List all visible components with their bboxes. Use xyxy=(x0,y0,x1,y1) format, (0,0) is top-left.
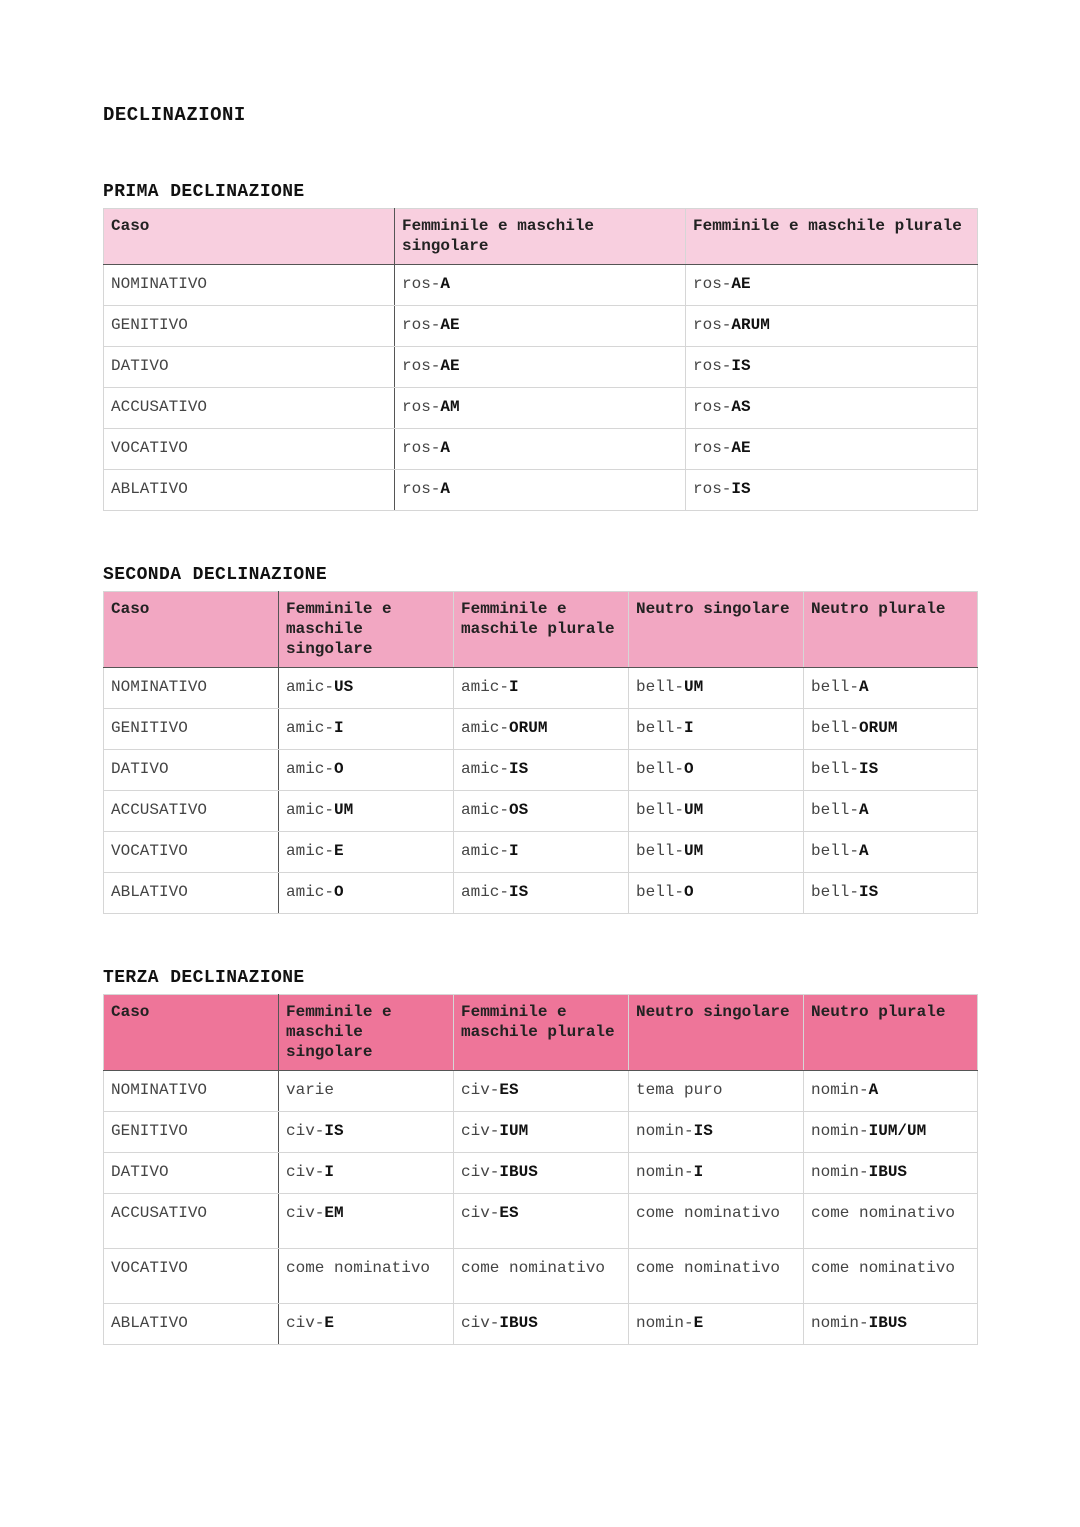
caso-cell: VOCATIVO xyxy=(104,832,279,873)
stem-text: ros- xyxy=(402,398,441,416)
stem-text: civ- xyxy=(286,1314,325,1332)
ending-text: IS xyxy=(731,357,751,375)
ending-cell xyxy=(629,1112,804,1153)
caso-cell: DATIVO xyxy=(104,750,279,791)
stem-text: amic- xyxy=(286,760,335,778)
caso-cell: NOMINATIVO xyxy=(104,668,279,709)
ending-cell xyxy=(686,429,978,470)
prima-declinazione-title: PRIMA DECLINAZIONE xyxy=(103,182,305,202)
ending-cell xyxy=(279,873,454,914)
stem-text: civ- xyxy=(461,1122,500,1140)
table-row xyxy=(104,668,978,709)
stem-text: nomin- xyxy=(636,1314,694,1332)
ending-text: IS xyxy=(731,480,751,498)
ending-text: ARUM xyxy=(731,316,770,334)
ending-cell xyxy=(804,1112,978,1153)
table-row xyxy=(104,470,978,511)
caso-cell: VOCATIVO xyxy=(104,429,395,470)
table-row xyxy=(104,1071,978,1112)
seconda-declinazione-title: SECONDA DECLINAZIONE xyxy=(103,565,328,585)
ending-text: A xyxy=(440,480,451,498)
ending-text: I xyxy=(693,1163,704,1181)
stem-text: come nominativo xyxy=(811,1259,956,1277)
ending-text: I xyxy=(334,719,344,737)
ending-text: IUM xyxy=(499,1122,529,1140)
ending-cell xyxy=(395,347,686,388)
stem-text: come nominativo xyxy=(636,1259,781,1277)
stem-text: bell- xyxy=(811,883,860,901)
ending-cell xyxy=(686,306,978,347)
ending-text: AE xyxy=(440,357,460,375)
ending-text: ORUM xyxy=(509,719,548,737)
caso-cell: GENITIVO xyxy=(104,306,395,347)
header-column: Neutro singolare xyxy=(629,995,804,1071)
ending-cell xyxy=(629,1249,804,1304)
ending-cell xyxy=(804,1153,978,1194)
ending-cell xyxy=(279,1249,454,1304)
stem-text: bell- xyxy=(636,842,685,860)
ending-cell xyxy=(629,791,804,832)
stem-text: nomin- xyxy=(811,1163,869,1181)
header-column: Neutro singolare xyxy=(629,592,804,668)
header-row xyxy=(104,592,978,668)
stem-text: civ- xyxy=(286,1122,325,1140)
ending-cell xyxy=(454,750,629,791)
ending-cell xyxy=(629,750,804,791)
table-row xyxy=(104,1249,978,1304)
ending-cell xyxy=(279,750,454,791)
header-column: Femminile e maschile singolare xyxy=(279,592,454,668)
ending-cell xyxy=(686,265,978,306)
ending-text: I xyxy=(509,842,519,860)
seconda-declinazione-table xyxy=(103,591,978,914)
stem-text: bell- xyxy=(811,842,860,860)
stem-text: civ- xyxy=(286,1163,325,1181)
table-row xyxy=(104,306,978,347)
caso-cell: VOCATIVO xyxy=(104,1249,279,1304)
caso-cell: ABLATIVO xyxy=(104,873,279,914)
stem-text: bell- xyxy=(636,883,685,901)
header-caso: Caso xyxy=(104,209,395,265)
ending-cell xyxy=(686,347,978,388)
stem-text: nomin- xyxy=(636,1122,694,1140)
ending-text: IBUS xyxy=(868,1163,908,1181)
stem-text: ros- xyxy=(693,439,732,457)
ending-cell xyxy=(804,832,978,873)
caso-cell: DATIVO xyxy=(104,1153,279,1194)
ending-cell xyxy=(454,1112,629,1153)
ending-cell xyxy=(454,1153,629,1194)
stem-text: ros- xyxy=(402,439,441,457)
ending-text: AE xyxy=(731,275,751,293)
stem-text: come nominativo xyxy=(461,1259,606,1277)
ending-cell xyxy=(279,668,454,709)
stem-text: amic- xyxy=(461,883,510,901)
caso-cell: ABLATIVO xyxy=(104,1304,279,1345)
ending-cell xyxy=(629,709,804,750)
table-row xyxy=(104,265,978,306)
ending-text: I xyxy=(684,719,694,737)
ending-text: IBUS xyxy=(499,1314,538,1332)
ending-cell xyxy=(279,1153,454,1194)
table-row xyxy=(104,388,978,429)
ending-cell xyxy=(804,1249,978,1304)
header-caso: Caso xyxy=(104,592,279,668)
stem-text: civ- xyxy=(461,1204,500,1222)
table-row xyxy=(104,1153,978,1194)
ending-cell xyxy=(454,1304,629,1345)
ending-text: UM xyxy=(684,842,704,860)
ending-cell xyxy=(804,750,978,791)
terza-declinazione-title: TERZA DECLINAZIONE xyxy=(103,968,305,988)
ending-text: O xyxy=(334,760,344,778)
ending-text: UM xyxy=(684,801,704,819)
ending-cell xyxy=(454,1194,629,1249)
stem-text: ros- xyxy=(693,480,732,498)
ending-cell xyxy=(454,668,629,709)
caso-cell: ACCUSATIVO xyxy=(104,388,395,429)
ending-text: AM xyxy=(440,398,460,416)
ending-text: IS xyxy=(693,1122,713,1140)
ending-cell xyxy=(395,306,686,347)
stem-text: civ- xyxy=(461,1081,500,1099)
ending-cell xyxy=(629,873,804,914)
ending-text: IS xyxy=(324,1122,344,1140)
caso-cell: ACCUSATIVO xyxy=(104,791,279,832)
ending-cell xyxy=(629,1304,804,1345)
ending-cell xyxy=(804,668,978,709)
stem-text: amic- xyxy=(461,842,510,860)
table-row xyxy=(104,750,978,791)
ending-cell xyxy=(279,1304,454,1345)
table-row xyxy=(104,873,978,914)
ending-text: AE xyxy=(731,439,751,457)
stem-text: ros- xyxy=(402,357,441,375)
ending-text: A xyxy=(859,678,869,696)
ending-text: IUM/UM xyxy=(868,1122,927,1140)
stem-text: ros- xyxy=(402,480,441,498)
caso-cell: ACCUSATIVO xyxy=(104,1194,279,1249)
ending-text: ES xyxy=(499,1204,519,1222)
table-row xyxy=(104,709,978,750)
stem-text: amic- xyxy=(461,678,510,696)
ending-cell xyxy=(454,873,629,914)
stem-text: ros- xyxy=(402,316,441,334)
header-column: Femminile e maschile singolare xyxy=(395,209,686,265)
ending-text: O xyxy=(334,883,344,901)
ending-cell xyxy=(395,429,686,470)
stem-text: varie xyxy=(286,1081,335,1099)
caso-cell: GENITIVO xyxy=(104,1112,279,1153)
ending-text: IBUS xyxy=(868,1314,908,1332)
stem-text: amic- xyxy=(286,883,335,901)
table-row xyxy=(104,791,978,832)
ending-cell xyxy=(395,388,686,429)
ending-text: UM xyxy=(684,678,704,696)
header-row xyxy=(104,995,978,1071)
ending-cell xyxy=(279,832,454,873)
header-column: Femminile e maschile plurale xyxy=(686,209,978,265)
ending-cell xyxy=(629,832,804,873)
ending-text: IS xyxy=(509,760,529,778)
stem-text: amic- xyxy=(461,760,510,778)
ending-cell xyxy=(279,709,454,750)
ending-cell xyxy=(804,873,978,914)
stem-text: amic- xyxy=(286,842,335,860)
stem-text: bell- xyxy=(811,760,860,778)
ending-text: ES xyxy=(499,1081,519,1099)
ending-cell xyxy=(279,1112,454,1153)
header-caso: Caso xyxy=(104,995,279,1071)
stem-text: come nominativo xyxy=(811,1204,956,1222)
ending-text: A xyxy=(440,275,451,293)
ending-cell xyxy=(804,709,978,750)
ending-text: IS xyxy=(859,883,879,901)
stem-text: ros- xyxy=(693,316,732,334)
stem-text: tema puro xyxy=(636,1081,723,1099)
stem-text: nomin- xyxy=(811,1081,869,1099)
ending-cell xyxy=(454,1071,629,1112)
ending-text: US xyxy=(334,678,354,696)
caso-cell: ABLATIVO xyxy=(104,470,395,511)
header-column: Femminile e maschile plurale xyxy=(454,592,629,668)
ending-text: A xyxy=(868,1081,879,1099)
ending-cell xyxy=(804,1194,978,1249)
ending-text: EM xyxy=(324,1204,344,1222)
stem-text: bell- xyxy=(636,719,685,737)
page-title: DECLINAZIONI xyxy=(103,104,246,126)
ending-cell xyxy=(395,470,686,511)
table-row xyxy=(104,1304,978,1345)
ending-cell xyxy=(454,791,629,832)
ending-cell xyxy=(279,1071,454,1112)
stem-text: ros- xyxy=(693,398,732,416)
ending-cell xyxy=(804,1071,978,1112)
ending-cell xyxy=(454,832,629,873)
ending-text: ORUM xyxy=(859,719,898,737)
table-row xyxy=(104,429,978,470)
terza-declinazione-table xyxy=(103,994,978,1345)
stem-text: come nominativo xyxy=(286,1259,431,1277)
ending-text: E xyxy=(693,1314,704,1332)
ending-text: I xyxy=(324,1163,335,1181)
stem-text: ros- xyxy=(402,275,441,293)
stem-text: nomin- xyxy=(811,1314,869,1332)
stem-text: bell- xyxy=(636,760,685,778)
stem-text: amic- xyxy=(286,801,335,819)
ending-text: OS xyxy=(509,801,529,819)
ending-text: AE xyxy=(440,316,460,334)
stem-text: amic- xyxy=(286,719,335,737)
table-row xyxy=(104,347,978,388)
ending-text: A xyxy=(859,801,869,819)
stem-text: amic- xyxy=(461,801,510,819)
stem-text: bell- xyxy=(636,678,685,696)
ending-text: A xyxy=(859,842,869,860)
header-column: Neutro plurale xyxy=(804,592,978,668)
ending-cell xyxy=(804,791,978,832)
ending-cell xyxy=(686,470,978,511)
stem-text: bell- xyxy=(636,801,685,819)
caso-cell: NOMINATIVO xyxy=(104,265,395,306)
stem-text: civ- xyxy=(461,1314,500,1332)
ending-cell xyxy=(279,1194,454,1249)
ending-cell xyxy=(629,1153,804,1194)
ending-text: UM xyxy=(334,801,354,819)
ending-cell xyxy=(804,1304,978,1345)
ending-text: AS xyxy=(731,398,751,416)
ending-text: IS xyxy=(509,883,529,901)
prima-declinazione-table xyxy=(103,208,978,511)
header-column: Femminile e maschile plurale xyxy=(454,995,629,1071)
stem-text: bell- xyxy=(811,719,860,737)
table-row xyxy=(104,1194,978,1249)
header-column: Femminile e maschile singolare xyxy=(279,995,454,1071)
stem-text: nomin- xyxy=(636,1163,694,1181)
ending-text: O xyxy=(684,883,694,901)
caso-cell: DATIVO xyxy=(104,347,395,388)
ending-text: IS xyxy=(859,760,879,778)
ending-cell xyxy=(279,791,454,832)
stem-text: ros- xyxy=(693,357,732,375)
ending-cell xyxy=(454,1249,629,1304)
ending-cell xyxy=(686,388,978,429)
ending-text: E xyxy=(324,1314,335,1332)
ending-text: O xyxy=(684,760,694,778)
stem-text: amic- xyxy=(286,678,335,696)
stem-text: amic- xyxy=(461,719,510,737)
stem-text: nomin- xyxy=(811,1122,869,1140)
stem-text: civ- xyxy=(461,1163,500,1181)
stem-text: bell- xyxy=(811,801,860,819)
ending-cell xyxy=(629,1194,804,1249)
stem-text: civ- xyxy=(286,1204,325,1222)
table-row xyxy=(104,832,978,873)
header-row xyxy=(104,209,978,265)
ending-text: E xyxy=(334,842,344,860)
header-column: Neutro plurale xyxy=(804,995,978,1071)
stem-text: bell- xyxy=(811,678,860,696)
ending-text: A xyxy=(440,439,451,457)
caso-cell: NOMINATIVO xyxy=(104,1071,279,1112)
stem-text: come nominativo xyxy=(636,1204,781,1222)
caso-cell: GENITIVO xyxy=(104,709,279,750)
ending-cell xyxy=(629,668,804,709)
ending-cell xyxy=(629,1071,804,1112)
stem-text: ros- xyxy=(693,275,732,293)
ending-cell xyxy=(454,709,629,750)
ending-text: IBUS xyxy=(499,1163,538,1181)
ending-cell xyxy=(395,265,686,306)
table-row xyxy=(104,1112,978,1153)
ending-text: I xyxy=(509,678,519,696)
